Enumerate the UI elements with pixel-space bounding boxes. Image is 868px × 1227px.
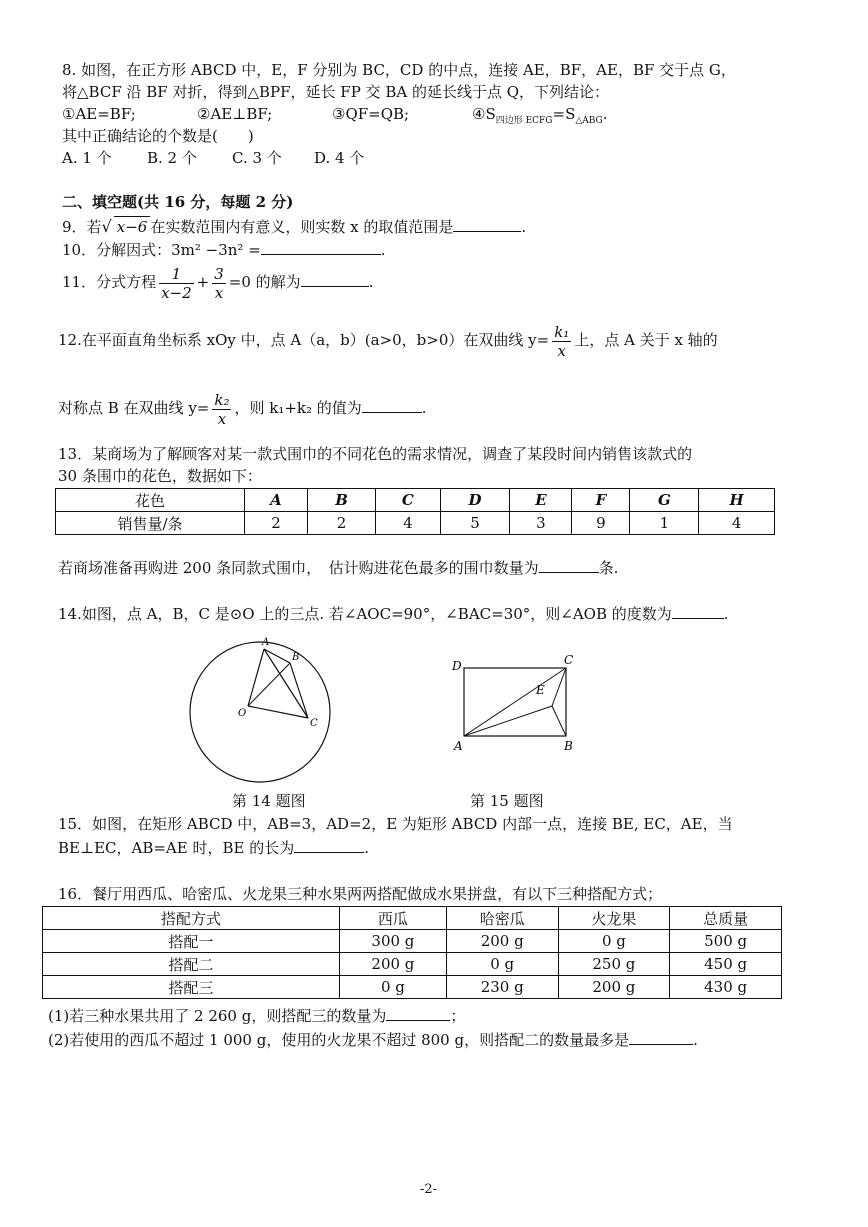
- q8-choice-2: ②AE⊥BF;: [197, 105, 273, 123]
- section-heading: 二、填空题(共 16 分，每题 2 分): [62, 193, 294, 211]
- table-header-cell: 搭配方式: [43, 907, 340, 930]
- q8-choice-4: $④S_{四边形 ECFG}=S_{\triangle ABG}$.: [472, 105, 608, 126]
- q16-sub1: (1)若三种水果共用了 2 260 g，则搭配三的数量为 ；: [48, 1007, 466, 1025]
- table-cell: 430 g: [670, 976, 782, 999]
- table-header-cell: H: [699, 489, 775, 512]
- table-cell: 9: [572, 512, 630, 535]
- fig15-caption: 第 15 题图: [470, 792, 544, 810]
- q11-fraction-2: $\frac{3}{x}$: [214, 264, 224, 302]
- table-header-cell: C: [376, 489, 441, 512]
- q9-answer-blank[interactable]: [453, 217, 521, 232]
- table-row: [56, 512, 775, 535]
- q13-answer-blank[interactable]: [539, 558, 599, 573]
- table-cell: 200 g: [446, 930, 558, 953]
- q15-line2: BE⊥EC，AB=AE 时，BE 的长为 .: [58, 839, 370, 857]
- table-cell: 0 g: [446, 953, 558, 976]
- table-cell: 200 g: [558, 976, 670, 999]
- q8-choice-1: ①AE=BF;: [62, 105, 136, 123]
- table-header-cell: D: [440, 489, 510, 512]
- table-cell: 0 g: [558, 930, 670, 953]
- q12-fraction-1: $\frac{\text{k₁}}{x}$: [554, 322, 570, 360]
- q9: 9．若√ x−6 在实数范围内有意义，则实数 x 的取值范围是 .: [62, 217, 527, 236]
- table-header-cell: 火龙果: [558, 907, 670, 930]
- table-cell: 销售量/条: [56, 512, 245, 535]
- fig14-caption: 第 14 题图: [232, 792, 306, 810]
- fig15-label-a: A: [454, 739, 463, 753]
- q9-radicand: x−6: [114, 216, 151, 237]
- table-cell: 230 g: [446, 976, 558, 999]
- q13-table: [55, 488, 775, 535]
- table-cell: 搭配一: [43, 930, 340, 953]
- fig15-label-b: B: [564, 739, 573, 753]
- fig14-label-c: C: [310, 718, 318, 729]
- table-header-cell: F: [572, 489, 630, 512]
- table-row: [56, 489, 775, 512]
- table-header-cell: 西瓜: [340, 907, 447, 930]
- table-header-cell: 总质量: [670, 907, 782, 930]
- fig14-label-o: O: [238, 708, 247, 719]
- q12-line1: 12.在平面直角坐标系 xOy 中，点 A（a，b）(a>0，b>0）在双曲线 y= $\frac{\text{k₁}}{x}$ 上，点 A 关于 x 轴的: [58, 322, 718, 360]
- q11-fraction-1: $\frac{1}{x-2}$: [161, 264, 192, 302]
- table-cell: 300 g: [340, 930, 447, 953]
- table-row: [43, 930, 782, 953]
- table-header-cell: E: [510, 489, 572, 512]
- table-header-cell: 哈密瓜: [446, 907, 558, 930]
- q8-option-c: C. 3 个: [232, 149, 282, 167]
- q16-table: [42, 906, 782, 999]
- q16-sub1-answer-blank[interactable]: [386, 1006, 450, 1021]
- fig15-label-d: D: [452, 659, 462, 673]
- q16-line1: 16．餐厅用西瓜、哈密瓜、火龙果三种水果两两搭配做成水果拼盘，有以下三种搭配方式；: [58, 885, 663, 903]
- fig14-label-a: A: [262, 637, 270, 648]
- table-cell: 2: [245, 512, 308, 535]
- table-cell: 搭配三: [43, 976, 340, 999]
- table-cell: 2: [307, 512, 375, 535]
- q15-answer-blank[interactable]: [294, 838, 364, 853]
- q15-line1: 15．如图，在矩形 ABCD 中，AB=3，AD=2，E 为矩形 ABCD 内部一点，连接 BE, EC，AE，当: [58, 815, 733, 833]
- table-cell: 450 g: [670, 953, 782, 976]
- table-cell: 4: [699, 512, 775, 535]
- q13-line2: 30 条围巾的花色，数据如下：: [58, 467, 262, 485]
- table-cell: 250 g: [558, 953, 670, 976]
- q13-line1: 13．某商场为了解顾客对某一款式围巾的不同花色的需求情况，调查了某段时间内销售该款式的: [58, 445, 693, 463]
- q11: 11．分式方程 $\frac{1}{x-2}$ + $\frac{3}{x}$ =0 的解为 .: [62, 264, 374, 302]
- fig14-circle-diagram: [180, 630, 360, 790]
- q10: 10．分解因式：3m² −3n² = .: [62, 241, 386, 259]
- table-row: [43, 953, 782, 976]
- fig14-label-b: B: [292, 652, 300, 663]
- table-cell: 0 g: [340, 976, 447, 999]
- q8-line2: 将△BCF 沿 BF 对折，得到△BPF，延长 FP 交 BA 的延长线于点 Q，下列结论：: [62, 83, 610, 101]
- table-cell: 3: [510, 512, 572, 535]
- q14: 14.如图，点 A，B，C 是⊙O 上的三点. 若∠AOC=90°，∠BAC=30°，则∠AOB 的度数为 .: [58, 605, 729, 623]
- q12-line2: 对称点 B 在双曲线 y= $\frac{\text{k₂}}{x}$ ，则 k₁+k₂ 的值为 .: [58, 390, 427, 428]
- q8-line1: 8. 如图，在正方形 ABCD 中，E，F 分别为 BC，CD 的中点，连接 AE，BF，AE，BF 交于点 G，: [62, 61, 736, 79]
- q10-answer-blank[interactable]: [261, 240, 381, 255]
- table-header-cell: G: [630, 489, 699, 512]
- table-header-cell: B: [307, 489, 375, 512]
- q13-ask: 若商场准备再购进 200 条同款式围巾， 估计购进花色最多的围巾数量为 条.: [58, 559, 619, 577]
- q12-fraction-2: $\frac{\text{k₂}}{x}$: [214, 390, 230, 428]
- table-row: [43, 976, 782, 999]
- table-cell: 500 g: [670, 930, 782, 953]
- q8-option-b: B. 2 个: [147, 149, 197, 167]
- table-header-cell: A: [245, 489, 308, 512]
- table-cell: 5: [440, 512, 510, 535]
- table-cell: 4: [376, 512, 441, 535]
- q14-answer-blank[interactable]: [672, 604, 724, 619]
- q8-ask: 其中正确结论的个数是( ): [62, 127, 254, 145]
- q12-answer-blank[interactable]: [362, 398, 422, 413]
- table-row: [43, 907, 782, 930]
- table-cell: 1: [630, 512, 699, 535]
- q8-choice-3: ③QF=QB;: [332, 105, 410, 123]
- fig15-label-e: E: [536, 683, 545, 697]
- q16-sub2-answer-blank[interactable]: [629, 1030, 693, 1045]
- page-number: -2-: [420, 1182, 438, 1197]
- q16-sub2: (2)若使用的西瓜不超过 1 000 g，使用的火龙果不超过 800 g，则搭配二的数量最多是 .: [48, 1031, 698, 1049]
- table-header-cell: 花色: [56, 489, 245, 512]
- q11-answer-blank[interactable]: [301, 272, 369, 287]
- q8-option-d: D. 4 个: [314, 149, 365, 167]
- q8-option-a: A. 1 个: [62, 149, 112, 167]
- fig15-rectangle-diagram: [440, 650, 590, 760]
- table-cell: 搭配二: [43, 953, 340, 976]
- table-cell: 200 g: [340, 953, 447, 976]
- fig15-label-c: C: [564, 653, 574, 667]
